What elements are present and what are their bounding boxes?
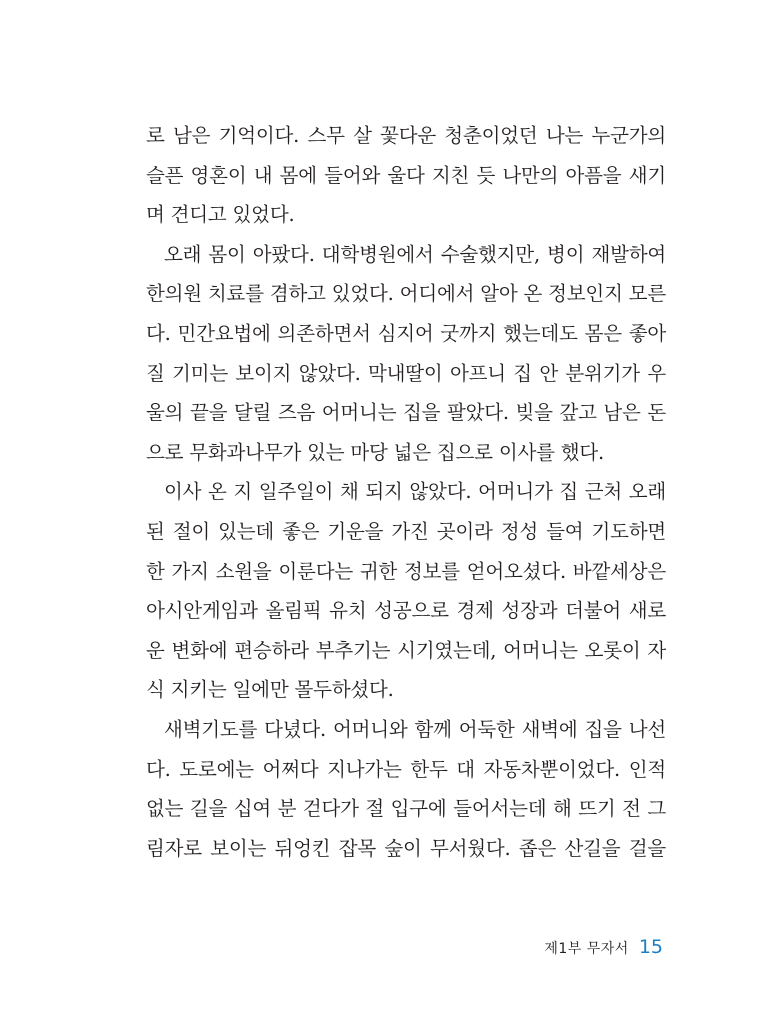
- text-line: 림자로 보이는 뒤엉킨 잡목 숲이 무서웠다. 좁은 산길을 걸을: [146, 836, 666, 860]
- text-line: 한 가지 소원을 이룬다는 귀한 정보를 얻어오셨다. 바깥세상은: [146, 559, 666, 583]
- text-line: 으로 무화과나무가 있는 마당 넓은 집으로 이사를 했다.: [146, 440, 605, 464]
- text-line: 운 변화에 편승하라 부추기는 시기였는데, 어머니는 오롯이 자: [146, 638, 666, 662]
- text-line: 다. 도로에는 어쩌다 지나가는 한두 대 자동차뿐이었다. 인적: [146, 757, 666, 781]
- text-line: 된 절이 있는데 좋은 기운을 가진 곳이라 정성 들여 기도하면: [146, 519, 666, 543]
- text-line: 울의 끝을 달릴 즈음 어머니는 집을 팔았다. 빚을 갚고 남은 돈: [146, 401, 666, 425]
- text-line: 한의원 치료를 겸하고 있었다. 어디에서 알아 온 정보인지 모른: [146, 282, 666, 306]
- page-footer: [544, 936, 663, 964]
- text-line: 아시안게임과 올림픽 유치 성공으로 경제 성장과 더불어 새로: [146, 599, 666, 623]
- text-line: 오래 몸이 아팠다. 대학병원에서 수술했지만, 병이 재발하여: [164, 242, 666, 266]
- text-line: 식 지키는 일에만 몰두하셨다.: [146, 678, 394, 702]
- text-line: 다. 민간요법에 의존하면서 심지어 굿까지 했는데도 몸은 좋아: [146, 321, 666, 345]
- text-line: 새벽기도를 다녔다. 어머니와 함께 어둑한 새벽에 집을 나선: [164, 717, 666, 741]
- text-line: 없는 길을 십여 분 걷다가 절 입구에 들어서는데 해 뜨기 전 그: [146, 797, 666, 821]
- text-line: 며 견디고 있었다.: [146, 203, 295, 227]
- page-number: 15: [638, 936, 663, 958]
- text-line: 이사 온 지 일주일이 채 되지 않았다. 어머니가 집 근처 오래: [164, 480, 666, 504]
- body-text: [146, 116, 666, 868]
- text-line: 로 남은 기억이다. 스무 살 꽃다운 청춘이었던 나는 누군가의: [146, 124, 666, 147]
- running-title: 제1부 무자서: [544, 941, 629, 957]
- text-line: 질 기미는 보이지 않았다. 막내딸이 아프니 집 안 분위기가 우: [146, 361, 666, 385]
- text-line: 슬픈 영혼이 내 몸에 들어와 울다 지친 듯 나만의 아픔을 새기: [146, 163, 666, 187]
